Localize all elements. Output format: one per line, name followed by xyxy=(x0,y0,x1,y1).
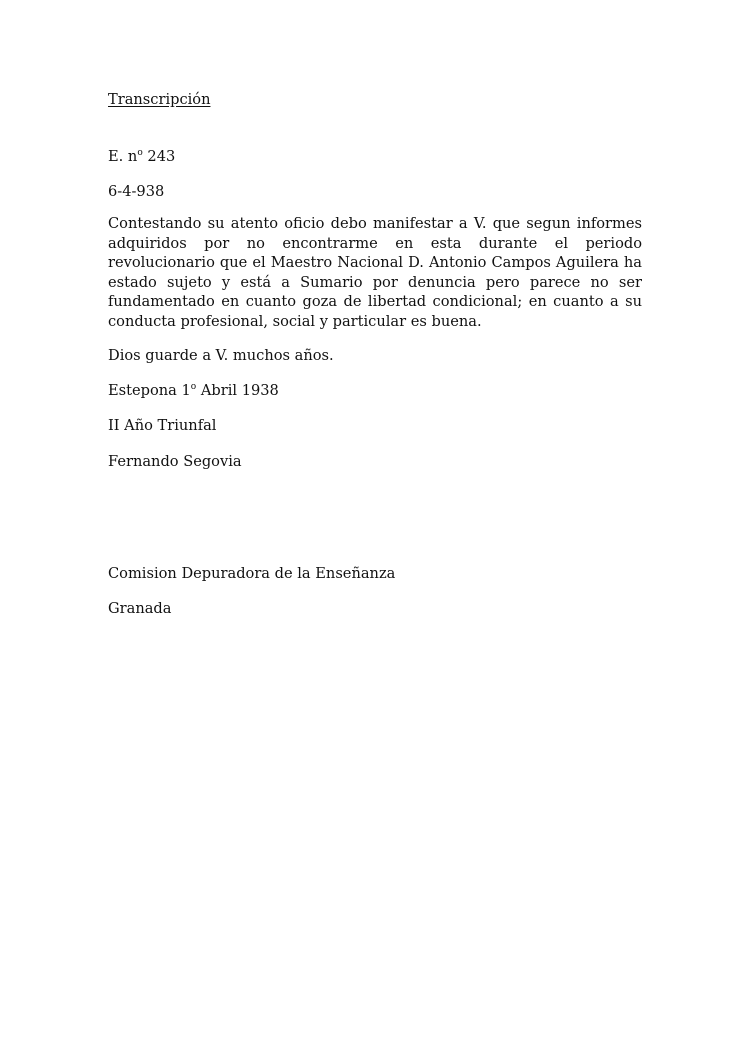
closing-formula: Dios guarde a V. muchos años. xyxy=(108,347,334,364)
triumph-year: II Año Triunfal xyxy=(108,417,217,434)
letter-body: Contestando su atento oficio debo manifestar a V. que segun informes adquiridos por no encontrarme en esta durante el periodo revolucionario que el Maestro Nacional D. Antonio Campos Aguilera ha estado sujeto y está a Sumario por denuncia pero parece no ser fundamentado en cuanto goza de libertad condicional; en cuanto a su conducta profesional, social y particular es buena. xyxy=(108,215,642,330)
date-code: 6-4-938 xyxy=(108,183,165,200)
signature-name: Fernando Segovia xyxy=(108,453,242,470)
place-date-suffix: Abril 1938 xyxy=(196,382,279,399)
reference-ordinal: o xyxy=(137,148,143,158)
reference-value: 243 xyxy=(142,148,176,165)
reference-prefix: E. n xyxy=(108,148,138,165)
place-and-date xyxy=(108,381,279,401)
place-date-prefix: Estepona 1 xyxy=(108,382,191,399)
document-title: Transcripción xyxy=(108,91,211,108)
reference-number xyxy=(108,147,175,167)
recipient-city: Granada xyxy=(108,600,172,617)
recipient: Comision Depuradora de la Enseñanza xyxy=(108,565,396,582)
place-date-ordinal: o xyxy=(190,382,197,392)
